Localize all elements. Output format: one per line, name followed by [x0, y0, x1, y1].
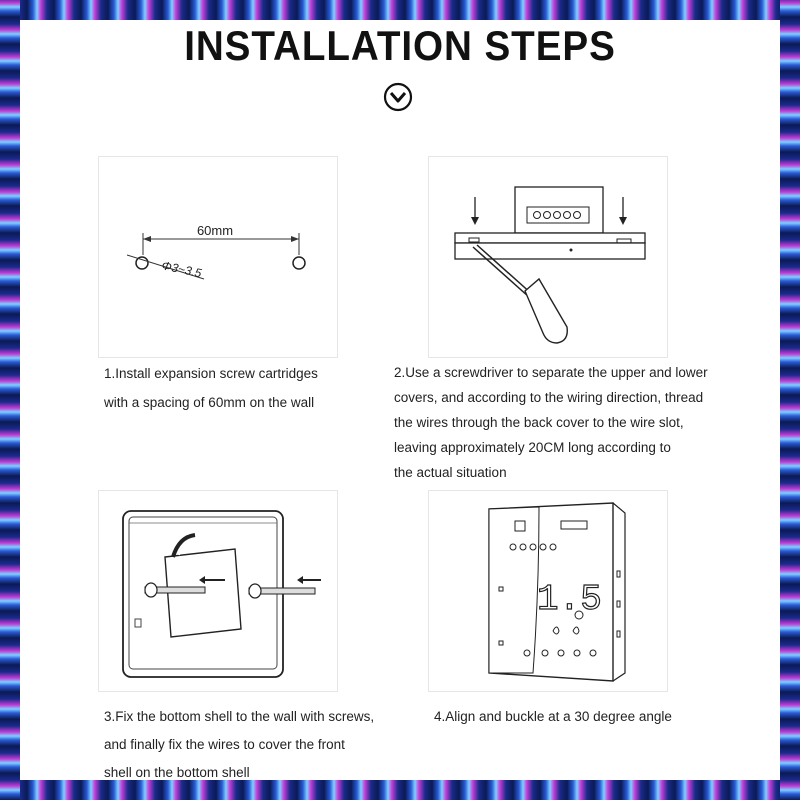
caption-line: and finally fix the wires to cover the front — [104, 737, 345, 752]
caption-line: shell on the bottom shell — [104, 765, 250, 780]
step-3-figure — [98, 490, 338, 692]
caption-line: the actual situation — [394, 465, 507, 480]
decorative-border-left — [0, 0, 20, 800]
hole-diameter-label: Φ3~3.5 — [160, 258, 203, 281]
caption-line: the wires through the back cover to the wire slot, — [394, 415, 684, 430]
decorative-border-top — [0, 0, 800, 20]
display-readout: 1.5 — [537, 579, 602, 620]
chevron-down-circle-icon[interactable] — [383, 82, 413, 112]
caption-line: 3.Fix the bottom shell to the wall with screws, — [104, 709, 375, 724]
caption-line: covers, and according to the wiring direction, thread — [394, 390, 704, 405]
step-2-figure — [428, 156, 668, 358]
decorative-border-right — [780, 0, 800, 800]
instruction-sheet — [20, 20, 780, 780]
step-2-caption — [394, 360, 708, 485]
decorative-border-bottom — [0, 780, 800, 800]
caption-line: with a spacing of 60mm on the wall — [104, 395, 315, 410]
step-4-caption — [434, 704, 672, 729]
step-1-caption — [104, 361, 318, 415]
step-1-figure — [98, 156, 338, 358]
page-title: INSTALLATION STEPS — [184, 22, 616, 69]
caption-line: 2.Use a screwdriver to separate the upper and lower — [394, 365, 708, 380]
caption-line: 4.Align and buckle at a 30 degree angle — [434, 709, 672, 724]
caption-line: 1.Install expansion screw cartridges — [104, 366, 318, 381]
dimension-label: 60mm — [196, 223, 234, 238]
step-3-caption — [104, 704, 374, 780]
step-4-figure — [428, 490, 668, 692]
caption-line: leaving approximately 20CM long according to — [394, 440, 671, 455]
